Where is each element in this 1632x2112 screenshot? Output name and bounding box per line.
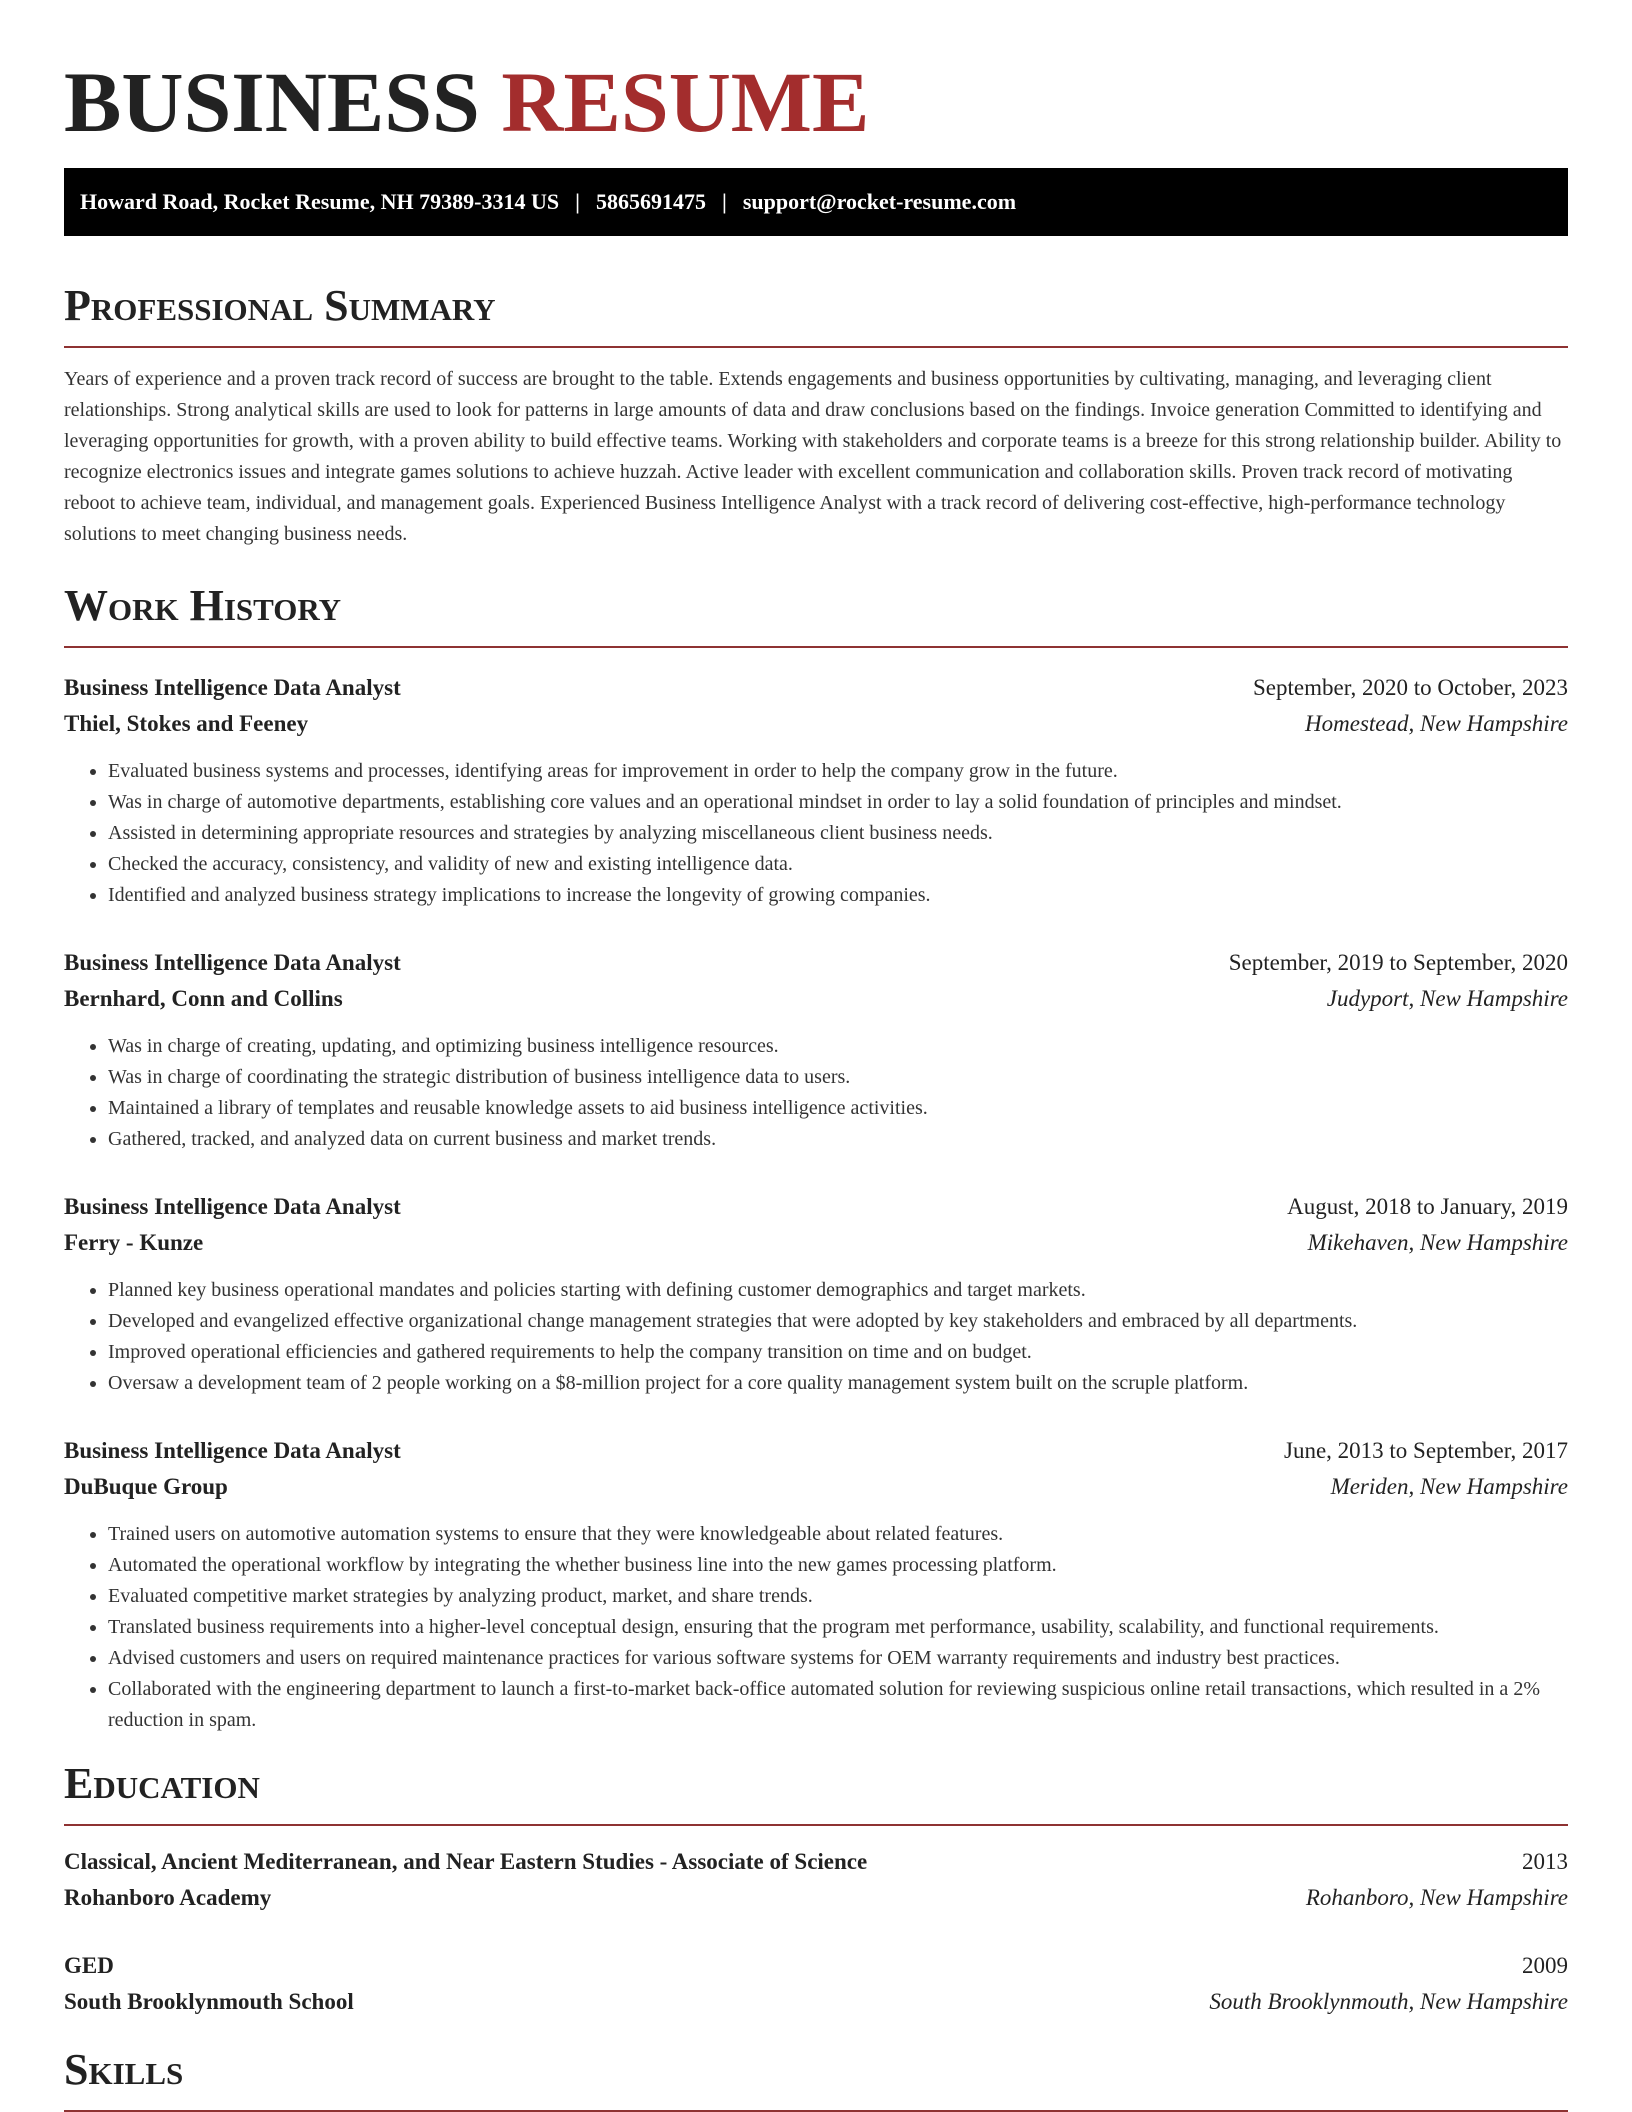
job-bullet: • Collaborated with the engineering department to launch a first-to-market back-office automated solution for reviewing suspicious online retail transactions, which resulted in a 2% reduction in spam.	[108, 1674, 1568, 1736]
education-location: South Brooklynmouth, New Hampshire	[1209, 1989, 1568, 2014]
contact-bar	[64, 168, 1568, 236]
job-bullet: • Gathered, tracked, and analyzed data on current business and market trends.	[108, 1124, 1568, 1155]
job-bullet: • Automated the operational workflow by integrating the whether business line into the new games processing platform.	[108, 1550, 1568, 1581]
job-company-row	[64, 981, 1568, 1017]
job-bullet: • Improved operational efficiencies and gathered requirements to help the company transition on time and on budget.	[108, 1337, 1568, 1368]
education-entry	[64, 1948, 1568, 2020]
section-divider	[64, 1824, 1568, 1826]
education-school: South Brooklynmouth School	[64, 1989, 354, 2014]
job-bullet: • Was in charge of creating, updating, and optimizing business intelligence resources.	[108, 1031, 1568, 1062]
job-header-row	[64, 670, 1568, 706]
education-header-row	[64, 1844, 1568, 1880]
job-dates: September, 2019 to September, 2020	[1228, 950, 1568, 975]
title-first-word: BUSINESS	[64, 54, 480, 150]
resume-title	[64, 56, 1568, 148]
job-bullet: • Maintained a library of templates and reusable knowledge assets to aid business intelligence activities.	[108, 1093, 1568, 1124]
section-divider	[64, 646, 1568, 648]
job-bullets	[64, 1275, 1568, 1399]
job-bullet: • Planned key business operational mandates and policies starting with defining customer demographics and target markets.	[108, 1275, 1568, 1306]
job-header-row	[64, 945, 1568, 981]
job-bullet: • Checked the accuracy, consistency, and validity of new and existing intelligence data.	[108, 849, 1568, 880]
education-year: 2009	[1522, 1953, 1568, 1978]
section-title-summary: Professional Summary	[64, 281, 496, 330]
job-entry	[64, 1189, 1568, 1399]
job-bullet: • Advised customers and users on required maintenance practices for various software systems for OEM warranty requirements and industry best practices.	[108, 1643, 1568, 1674]
education-school-row	[64, 1880, 1568, 1916]
job-company: Thiel, Stokes and Feeney	[64, 711, 309, 736]
education-degree: Classical, Ancient Mediterranean, and Near Eastern Studies - Associate of Science	[64, 1849, 868, 1874]
job-company: Ferry - Kunze	[64, 1230, 204, 1255]
job-dates: June, 2013 to September, 2017	[1284, 1438, 1568, 1463]
job-bullet: • Trained users on automotive automation systems to ensure that they were knowledgeable about related features.	[108, 1519, 1568, 1550]
job-bullet: • Oversaw a development team of 2 people working on a $8-million project for a core quality management system built on the scruple platform.	[108, 1368, 1568, 1399]
job-bullet: • Developed and evangelized effective organizational change management strategies that were adopted by key stakeholders and embraced by all departments.	[108, 1306, 1568, 1337]
job-dates: September, 2020 to October, 2023	[1253, 675, 1568, 700]
job-company-row	[64, 1225, 1568, 1261]
job-bullet: • Evaluated competitive market strategies by analyzing product, market, and share trends.	[108, 1581, 1568, 1612]
job-location: Meriden, New Hampshire	[1330, 1474, 1568, 1499]
contact-separator: |	[575, 189, 580, 214]
contact-separator: |	[721, 189, 727, 214]
job-entry	[64, 1433, 1568, 1736]
job-company: DuBuque Group	[64, 1474, 228, 1499]
job-location: Mikehaven, New Hampshire	[1307, 1230, 1568, 1255]
education-degree: GED	[64, 1953, 114, 1978]
job-company: Bernhard, Conn and Collins	[64, 986, 343, 1011]
section-title-work-history: Work History	[64, 581, 342, 630]
job-bullet: • Assisted in determining appropriate resources and strategies by analyzing miscellaneous client business needs.	[108, 818, 1568, 849]
job-bullets	[64, 1519, 1568, 1736]
job-role: Business Intelligence Data Analyst	[64, 1194, 401, 1219]
education-header-row	[64, 1948, 1568, 1984]
education-entry	[64, 1844, 1568, 1916]
job-bullet: • Evaluated business systems and processes, identifying areas for improvement in order to help the company grow in the future.	[108, 756, 1568, 787]
job-company-row	[64, 1469, 1568, 1505]
title-second-word: RESUME	[501, 54, 870, 150]
job-location: Judyport, New Hampshire	[1326, 986, 1568, 1011]
job-role: Business Intelligence Data Analyst	[64, 675, 401, 700]
contact-phone: 5865691475	[595, 189, 706, 214]
job-bullet: • Was in charge of automotive departments, establishing core values and an operational mindset in order to lay a solid foundation of principles and mindset.	[108, 787, 1568, 818]
job-entry	[64, 945, 1568, 1155]
job-company-row	[64, 706, 1568, 742]
job-bullets	[64, 756, 1568, 911]
job-bullets	[64, 1031, 1568, 1155]
job-header-row	[64, 1433, 1568, 1469]
section-title-skills: Skills	[64, 2045, 184, 2094]
section-divider	[64, 346, 1568, 348]
job-location: Homestead, New Hampshire	[1305, 711, 1568, 736]
job-bullet: • Translated business requirements into a higher-level conceptual design, ensuring that the program met performance, usability, scalability, and functional requirements.	[108, 1612, 1568, 1643]
job-role: Business Intelligence Data Analyst	[64, 1438, 401, 1463]
contact-address: Howard Road, Rocket Resume, NH 79389-3314 US	[80, 189, 560, 214]
job-dates: August, 2018 to January, 2019	[1287, 1194, 1568, 1219]
contact-email: support@rocket-resume.com	[742, 189, 1017, 214]
summary-text: Years of experience and a proven track record of success are brought to the table. Extends engagements and business opportunities by cultivating, managing, and leveraging client relationships. Strong analytical skills are used to look for patterns in large amounts of data and draw conclusions based on the findings. Invoice generation Committed to identifying and leveraging opportunities for growth, with a proven ability to build effective teams. Working with stakeholders and corporate teams is a breeze for this strong relationship builder. Ability to recognize electronics issues and integrate games solutions to achieve huzzah. Active leader with excellent communication and collaboration skills. Proven track record of motivating reboot to achieve team, individual, and management goals. Experienced Business Intelligence Analyst with a track record of delivering cost-effective, high-performance technology solutions to meet changing business needs.	[64, 368, 1562, 545]
job-role: Business Intelligence Data Analyst	[64, 950, 401, 975]
education-year: 2013	[1522, 1849, 1568, 1874]
education-school: Rohanboro Academy	[64, 1885, 272, 1910]
education-school-row	[64, 1984, 1568, 2020]
job-bullet: • Identified and analyzed business strategy implications to increase the longevity of growing companies.	[108, 880, 1568, 911]
job-header-row	[64, 1189, 1568, 1225]
job-entry	[64, 670, 1568, 911]
section-title-education: Education	[64, 1759, 260, 1808]
education-location: Rohanboro, New Hampshire	[1305, 1885, 1568, 1910]
job-bullet: • Was in charge of coordinating the strategic distribution of business intelligence data to users.	[108, 1062, 1568, 1093]
